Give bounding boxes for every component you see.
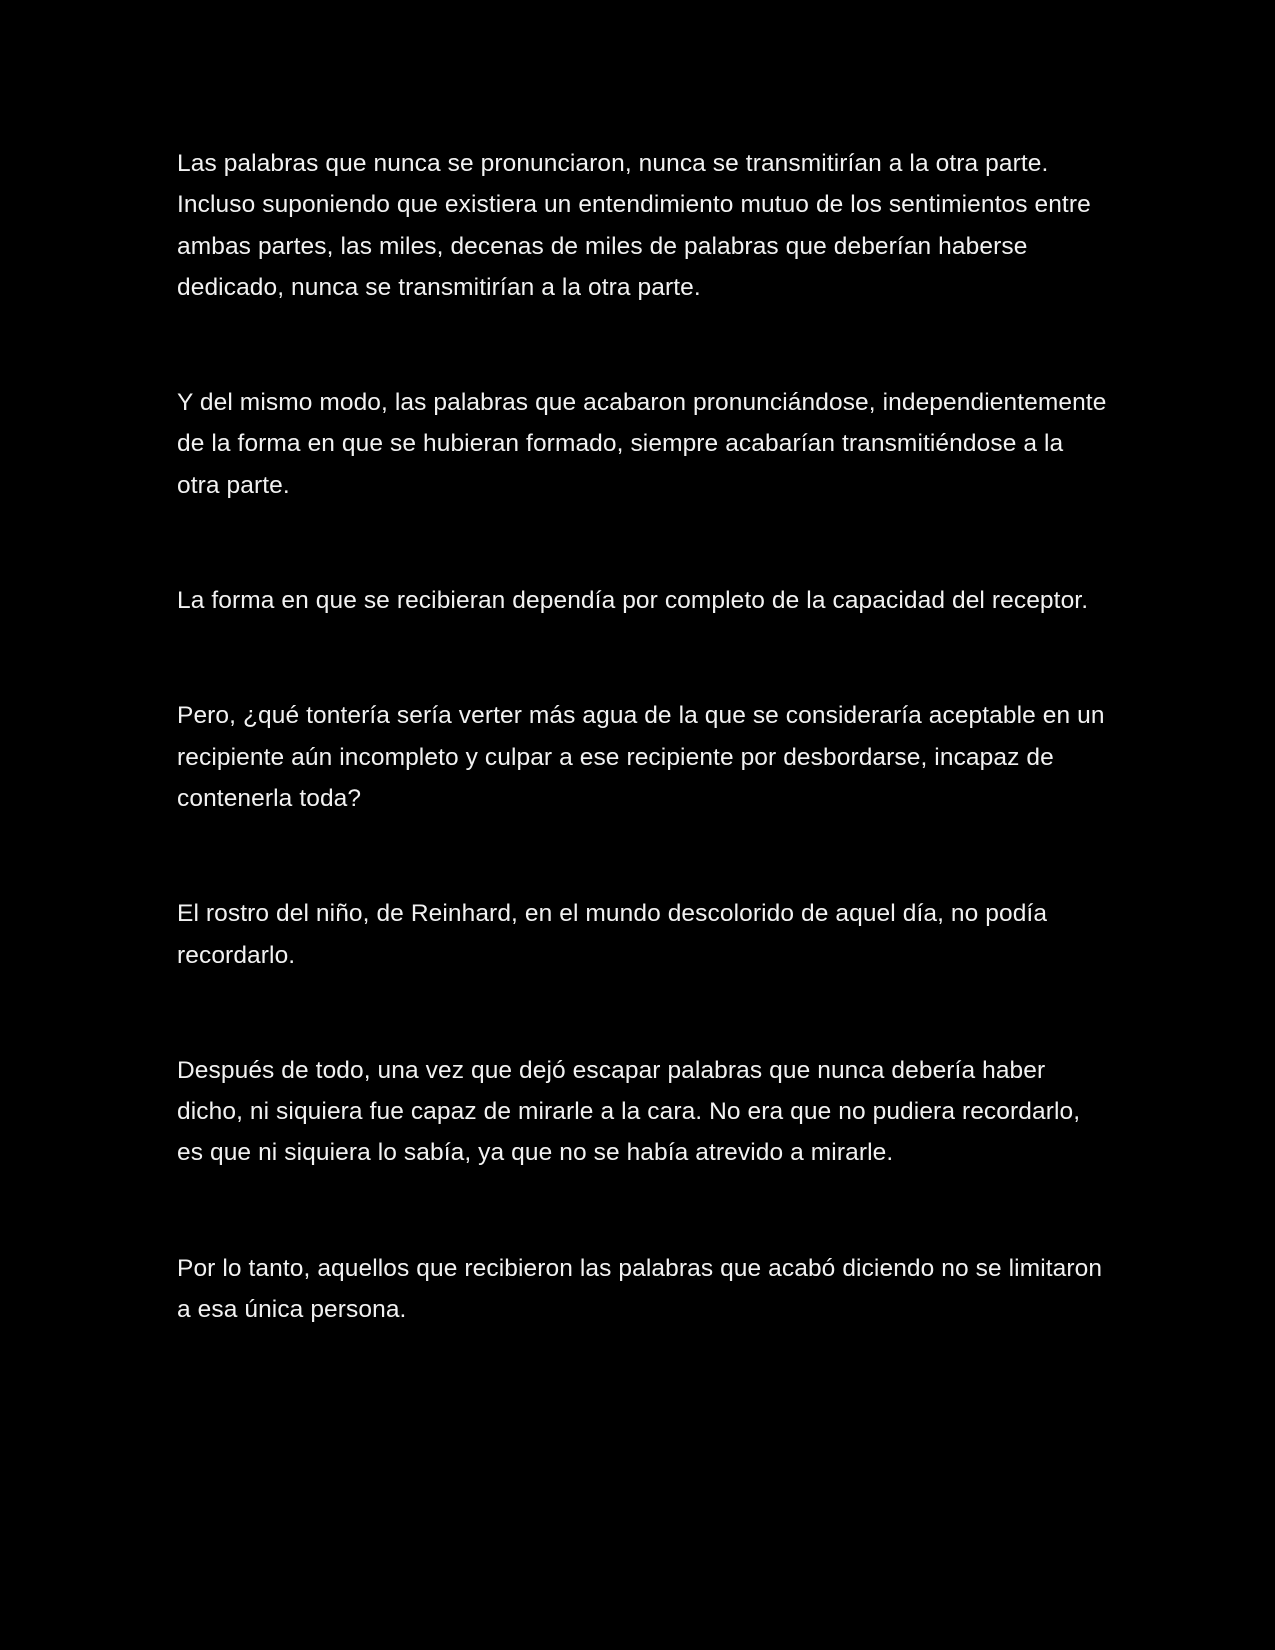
document-text-body bbox=[177, 143, 1107, 1330]
paragraph-7: Por lo tanto, aquellos que recibieron las palabras que acabó diciendo no se limitaron a esa única persona. bbox=[177, 1254, 1103, 1324]
paragraph-6: Después de todo, una vez que dejó escapar palabras que nunca debería haber dicho, ni siquiera fue capaz de mirarle a la cara. No era que no pudiera recordarlo, es que ni siquiera lo sabía, ya que no se había atrevido a mirarle. bbox=[177, 1056, 1081, 1167]
paragraph-5: El rostro del niño, de Reinhard, en el mundo descolorido de aquel día, no podía recordarlo. bbox=[177, 900, 1048, 969]
paragraph-2: Y del mismo modo, las palabras que acabaron pronunciándose, independientemente de la forma en que se hubieran formado, siempre acabarían transmitiéndose a la otra parte. bbox=[177, 389, 1107, 499]
paragraph-1: Las palabras que nunca se pronunciaron, nunca se transmitirían a la otra parte. Incluso suponiendo que existiera un entendimiento mutuo de los sentimientos entre ambas partes, las miles, decenas de miles de palabras que deberían haberse dedicado, nunca se transmitirían a la otra parte. bbox=[177, 150, 1091, 301]
paragraph-3: La forma en que se recibieran dependía por completo de la capacidad del receptor. bbox=[177, 587, 1089, 615]
paragraph-4: Pero, ¿qué tontería sería verter más agua de la que se consideraría aceptable en un recipiente aún incompleto y culpar a ese recipiente por desbordarse, incapaz de contenerla toda? bbox=[177, 702, 1105, 812]
